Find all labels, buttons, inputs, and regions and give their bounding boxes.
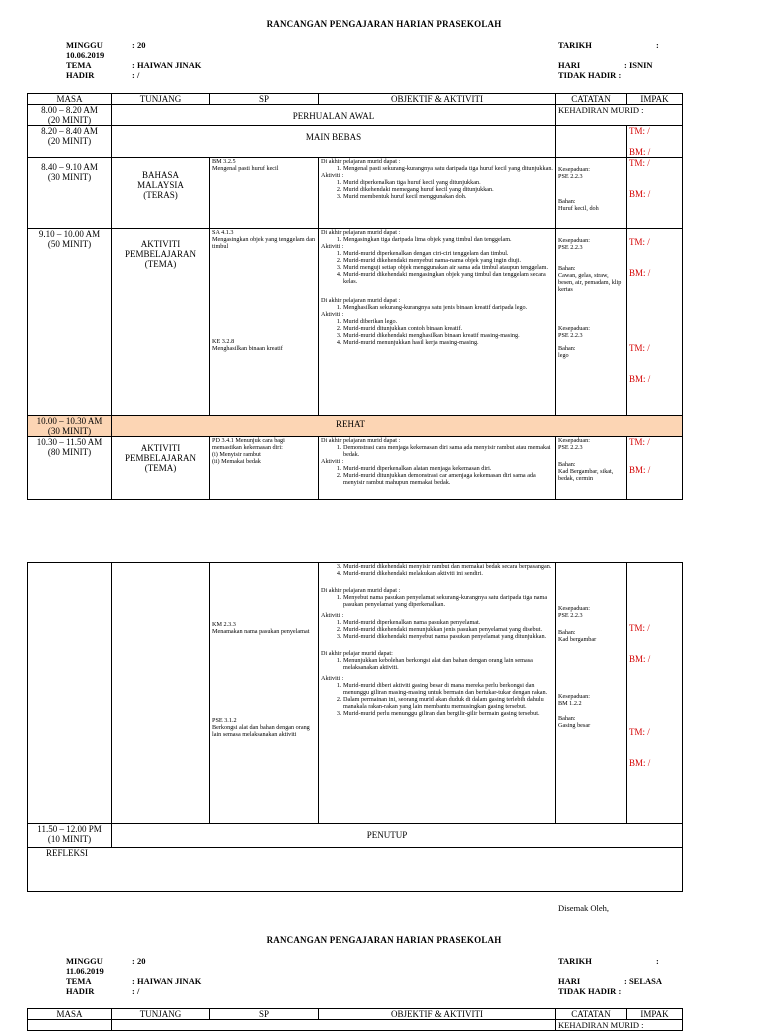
sp-cell: SA 4.1.3 Mengasingkan objek yang tenggelam dan timbul KE 3.2.8 Menghasilkan binaan kreatif — [210, 229, 319, 416]
objektif-cell: Di akhir pelajaran murid dapat : 1. Mengenal pasti sekurang-kurangnya satu daripada tiga huruf kecil yang ditunjukkan. Aktiviti : 1. Murid diperkenalkan tiga huruf kecil yang ditunjukkan. 2. Murid dikehendaki memegang huruf kecil yang ditunjukkan. 3. Murid membentuk huruf kecil menggunakan doh. — [319, 158, 556, 229]
hari-label: HARI — [558, 976, 581, 986]
catatan-cell: Kesepaduan: PSE 2.2.3 Bahan: Huruf kecil, doh — [556, 158, 627, 229]
col-impak: IMPAK — [627, 94, 683, 105]
minggu-value: : 20 — [132, 40, 146, 50]
table-row — [28, 563, 683, 824]
table-row — [28, 848, 683, 892]
main-bebas: MAIN BEBAS — [112, 126, 556, 158]
impak-cell: TM: / BM: / TM: / BM: / — [627, 229, 683, 416]
tarikh-label: TARIKH — [558, 956, 592, 966]
col-catatan: CATATAN — [556, 94, 627, 105]
header-left — [66, 40, 201, 80]
date: 10.06.2019 — [66, 50, 105, 60]
tema-label: TEMA — [66, 60, 92, 70]
impak-cell: TM: / BM: / — [627, 158, 683, 229]
tarikh-value: : — [656, 40, 659, 50]
hari-value: : ISNIN — [624, 60, 653, 70]
tema-value: : HAIWAN JINAK — [132, 60, 202, 70]
tidak-hadir-label: TIDAK HADIR : — [558, 986, 622, 996]
minggu-label: MINGGU — [66, 956, 103, 966]
hari-label: HARI — [558, 60, 581, 70]
table-row — [28, 105, 683, 126]
catatan-cell: Kesepaduan: PSE 2.2.3 Bahan: Kad bergambar Kesepaduan: BM 1.2.2 Bahan: Gasing besar — [556, 563, 627, 824]
page-title-2: RANCANGAN PENGAJARAN HARIAN PRASEKOLAH — [266, 935, 502, 945]
col-tunjang: TUNJANG — [112, 94, 210, 105]
time-cell: 10.00 – 10.30 AM (30 MINIT) — [28, 416, 112, 437]
col-catatan: CATATAN — [556, 1009, 627, 1020]
catatan-cell: Kesepaduan: PSE 2.2.3 Bahan: Cawan, gelas, straw, besen, air, pemadam, klip kertas Kesepaduan: PSE 2.2.3 Bahan: lego — [556, 229, 627, 416]
hari-value: : SELASA — [624, 976, 663, 986]
col-sp: SP — [210, 94, 319, 105]
sp-cell: KM 2.3.3 Menamakan nama pasukan penyelamat PSE 3.1.2 Berkongsi alat dan bahan dengan orang lain semasa melaksanakan aktiviti — [210, 563, 319, 824]
table-row — [28, 416, 683, 437]
lesson-plan-table — [27, 93, 683, 500]
header-right — [558, 40, 659, 80]
disemak-oleh: Disemak Oleh, — [558, 903, 609, 913]
minggu-value: : 20 — [132, 956, 146, 966]
time-cell: 8.20 – 8.40 AM (20 MINIT) — [28, 126, 112, 158]
kehadiran-murid: KEHADIRAN MURID : — [556, 1020, 683, 1031]
objektif-cell: 3. Murid-murid dikehendaki menyisir rambut dan memakai bedak secara berpasangan. 4. Murid-murid dikehendaki melakukan aktiviti ini sendiri. Di akhir pelajaran murid dapat : 1. Menyebut nama pasukan penyelamat sekurang-kurangnya satu daripada tiga nama pasukan penyelamat yang diperkenalkan. Aktiviti : 1. Murid-murid diperkenalkan nama pasukan penyelamat. 2. Murid-murid dikehendaki menunjukkan jenis pasukan penyelamat yang disebut. 3. Murid-murid dikehendaki menyebut nama pasukan penyelamat yang ditunjukkan. Di akhir pelajar murid dapat: 1. Menunjukkan kebolehan berkongsi alat dan bahan dengan orang lain semasa melaksanakan aktiviti. Aktiviti : 1. Murid-murid diberi aktiviti gasing besar di mana mereka perlu berkongsi dan menunggu giliran masing-masing untuk bermain dan bertukar-tukar dengan rakan. 2. Dalam permainan ini, seorang murid akan duduk di dalam gasing terlebih dahulu manakala rakan-rakan yang lain membantu memusingkan gasing tersebut. 3. Murid-murid perlu menunggu giliran dan bergilir-gilir bermain gasing tersebut. — [319, 563, 556, 824]
date: 11.06.2019 — [66, 966, 104, 976]
table-header-row — [28, 1009, 683, 1020]
table-row — [28, 158, 683, 229]
hadir-value: : / — [132, 70, 140, 80]
lesson-plan-table-continued — [27, 562, 683, 892]
impak-cell: TM: / BM: / TM: / BM: / — [627, 563, 683, 824]
table-row — [28, 437, 683, 500]
col-masa: MASA — [28, 1009, 112, 1020]
penutup: PENUTUP — [112, 824, 683, 848]
time-cell: 9.10 – 10.00 AM (50 MINIT) — [28, 229, 112, 416]
impak-cell: TM: / BM: / — [627, 437, 683, 500]
page-title: RANCANGAN PENGAJARAN HARIAN PRASEKOLAH — [266, 19, 502, 29]
table-row — [28, 229, 683, 416]
time-cell: 10.30 – 11.50 AM (80 MINIT) — [28, 437, 112, 500]
tidak-hadir-label: TIDAK HADIR : — [558, 70, 622, 80]
col-impak: IMPAK — [627, 1009, 683, 1020]
hadir-value: : / — [132, 986, 140, 996]
objektif-cell: Di akhir pelajaran murid dapat : 1. Mengasingkan tiga daripada lima objek yang timbul dan tenggelam. Aktiviti : 1. Murid-murid diperkenalkan dengan ciri-ciri tenggelam dan timbul. 2. Murid-murid dikehendaki menyebut nama-nama objek yang ingin diuji. 3. Murid menguji setiap objek menggunakan air sama ada timbul ataupun tenggelam. 4. Murid-murid dikehendaki mengasingkan objek yang timbul dan tenggelam secara kelas. Di akhir pelajaran murid dapat : 1. Menghasilkan sekurang-kurangnya satu jenis binaan kreatif daripada lego. Aktiviti : 1. Murid diberikan lego. 2. Murid-murid ditunjukkan contoh binaan kreatif. 3. Murid-murid dikehendaki menghasilkan binaan kreatif masing-masing. 4. Murid-murid menunjukkan hasil kerja masing-masing. — [319, 229, 556, 416]
col-tunjang: TUNJANG — [112, 1009, 210, 1020]
rehat: REHAT — [112, 416, 683, 437]
table-row — [28, 1020, 683, 1031]
perhualan-awal: PERHUALAN AWAL — [112, 105, 556, 126]
col-objektif: OBJEKTIF & AKTIVITI — [319, 94, 556, 105]
tema-value: : HAIWAN JINAK — [132, 976, 202, 986]
time-cell: 11.50 – 12.00 PM (10 MINIT) — [28, 824, 112, 848]
lesson-plan-table-3 — [27, 1008, 683, 1031]
header-right-2 — [558, 956, 662, 996]
col-objektif: OBJEKTIF & AKTIVITI — [319, 1009, 556, 1020]
tunjang-cell: BAHASA MALAYSIA (TERAS) — [112, 158, 210, 229]
table-header-row — [28, 94, 683, 105]
tunjang-cell: AKTIVITI PEMBELAJARAN (TEMA) — [112, 437, 210, 500]
header-left-2 — [66, 956, 201, 996]
objektif-cell: Di akhir pelajaran murid dapat : 1. Demonstrasi cara menjaga kekemasan diri sama ada menyisir rambut atau memakai bedak. Aktiviti : 1. Murid-murid diperkenalkan alatan menjaga kekemasan diri. 2. Murid-murid ditunjukkan demonstrasi car amenjaga kekemasan diri sama ada menyisir rambut mahupun memakai bedak. — [319, 437, 556, 500]
tema-label: TEMA — [66, 976, 92, 986]
sp-cell: PD 3.4.1 Menunjuk cara bagi memastikan kekemasan diri: (i) Menyisir rambut (ii) Memakai bedak — [210, 437, 319, 500]
tunjang-cell: AKTIVITI PEMBELAJARAN (TEMA) — [112, 229, 210, 416]
hadir-label: HADIR — [66, 986, 95, 996]
time-cell: 8.00 – 8.20 AM (20 MINIT) — [28, 105, 112, 126]
col-sp: SP — [210, 1009, 319, 1020]
kehadiran-murid: KEHADIRAN MURID : — [556, 105, 683, 126]
impak-cell: TM: / BM: / — [627, 126, 683, 158]
table-row — [28, 824, 683, 848]
tarikh-value: : — [656, 956, 659, 966]
sp-cell: BM 3.2.5 Mengenal pasti huruf kecil — [210, 158, 319, 229]
minggu-label: MINGGU — [66, 40, 103, 50]
table-row — [28, 126, 683, 158]
tarikh-label: TARIKH — [558, 40, 592, 50]
col-masa: MASA — [28, 94, 112, 105]
time-cell: 8.40 – 9.10 AM (30 MINIT) — [28, 158, 112, 229]
catatan-cell: Kesepaduan: PSE 2.2.3 Bahan: Kad Bergambar, sikat, bedak, cermin — [556, 437, 627, 500]
hadir-label: HADIR — [66, 70, 95, 80]
refleksi: REFLEKSI — [28, 848, 683, 892]
